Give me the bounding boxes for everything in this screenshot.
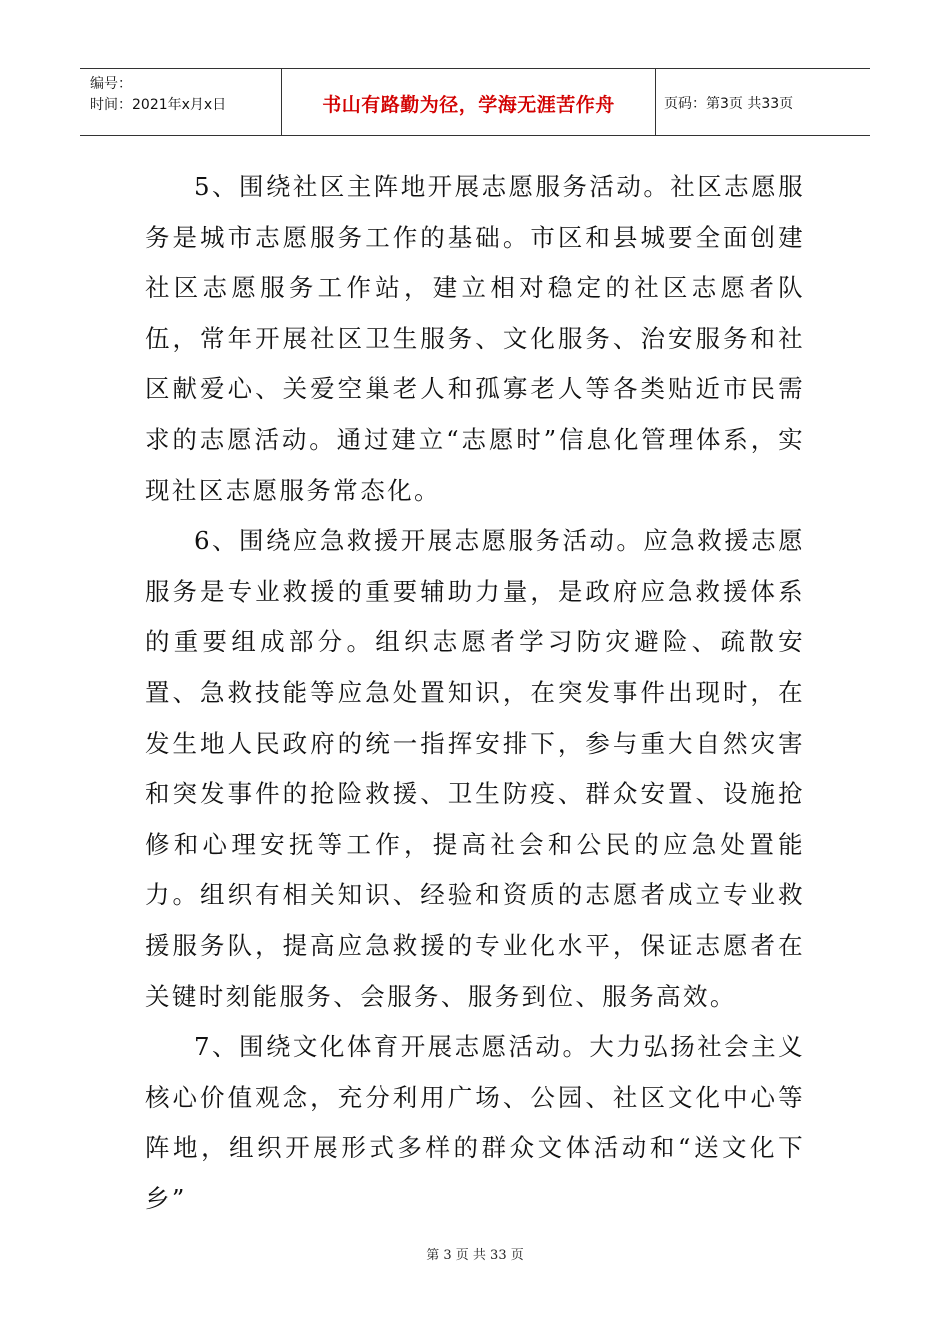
page-footer: 第 3 页 共 33 页	[426, 1248, 524, 1263]
page-header	[80, 68, 870, 136]
header-page-cell	[656, 69, 870, 135]
paragraph-7: 7、围绕文化体育开展志愿活动。大力弘扬社会主义核心价值观念，充分利用广场、公园、社区文化中心等阵地，组织开展形式多样的群众文体活动和“送文化下乡”	[145, 1032, 805, 1213]
document-number-label: 编号：	[90, 76, 132, 92]
header-motto-cell	[282, 69, 656, 135]
header-motto: 书山有路勤为径，学海无涯苦作舟	[322, 93, 615, 116]
document-body	[145, 162, 805, 1224]
paragraph-5: 5、围绕社区主阵地开展志愿服务活动。社区志愿服务是城市志愿服务工作的基础。市区和县城要全面创建社区志愿服务工作站，建立相对稳定的社区志愿者队伍，常年开展社区卫生服务、文化服务、治安服务和社区献爱心、关爱空巢老人和孤寡老人等各类贴近市民需求的志愿活动。通过建立“志愿时”信息化管理体系，实现社区志愿服务常态化。	[145, 172, 805, 505]
header-meta-cell	[80, 69, 282, 135]
document-date-label: 时间：2021年x月x日	[90, 97, 227, 113]
header-page-label: 页码：第3页 共33页	[664, 96, 794, 112]
paragraph-6: 6、围绕应急救援开展志愿服务活动。应急救援志愿服务是专业救援的重要辅助力量，是政府应急救援体系的重要组成部分。组织志愿者学习防灾避险、疏散安置、急救技能等应急处置知识，在突发事件出现时，在发生地人民政府的统一指挥安排下，参与重大自然灾害和突发事件的抢险救援、卫生防疫、群众安置、设施抢修和心理安抚等工作，提高社会和公民的应急处置能力。组织有相关知识、经验和资质的志愿者成立专业救援服务队，提高应急救援的专业化水平，保证志愿者在关键时刻能服务、会服务、服务到位、服务高效。	[145, 526, 805, 1011]
